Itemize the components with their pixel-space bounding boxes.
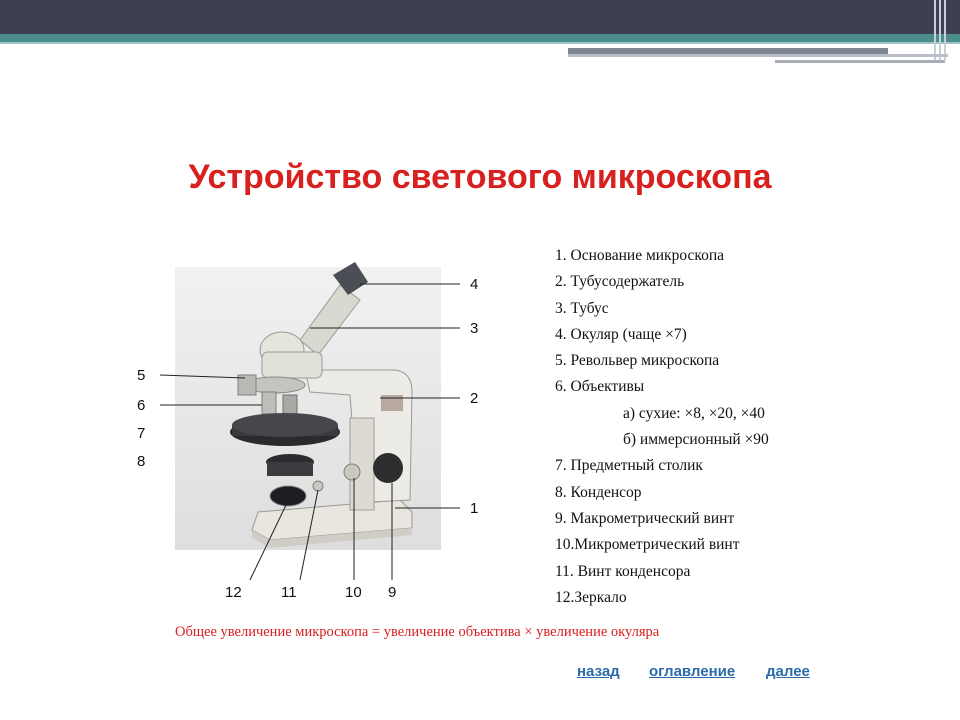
callout-4: 4 <box>470 276 479 293</box>
parts-list-item: 11. Винт конденсора <box>555 562 691 580</box>
callout-5: 5 <box>137 367 146 384</box>
callout-9: 9 <box>388 584 397 601</box>
parts-list-item: 5. Револьвер микроскопа <box>555 352 720 370</box>
callout-11: 11 <box>281 584 297 601</box>
callout-3: 3 <box>470 320 479 337</box>
parts-list-item: 10.Микрометрический винт <box>555 536 740 554</box>
parts-list-subitem: а) сухие: ×8, ×20, ×40 <box>623 404 765 422</box>
parts-list-item: 12.Зеркало <box>555 588 627 606</box>
parts-list-item: 1. Основание микроскопа <box>555 247 725 264</box>
parts-list-item: 8. Конденсор <box>555 483 642 501</box>
parts-list-item: 7. Предметный столик <box>555 457 703 475</box>
back-link[interactable]: назад <box>577 663 620 680</box>
parts-list-item: 2. Тубусодержатель <box>555 273 685 291</box>
parts-list-item: 3. Тубус <box>555 299 609 317</box>
callout-12: 12 <box>225 584 242 601</box>
parts-list <box>555 243 855 611</box>
next-link[interactable]: далее <box>766 663 810 680</box>
callout-8: 8 <box>137 453 146 470</box>
slide-title: Устройство светового микроскопа <box>188 158 772 196</box>
callout-7: 7 <box>137 425 146 442</box>
callout-1: 1 <box>470 500 479 517</box>
parts-list-subitem: б) иммерсионный ×90 <box>623 431 769 449</box>
contents-link[interactable]: оглавление <box>649 663 736 680</box>
callout-6: 6 <box>137 397 146 414</box>
callout-2: 2 <box>470 390 479 407</box>
magnification-note: Общее увеличение микроскопа = увеличение объектива × увеличение окуляра <box>175 624 660 640</box>
parts-list-item: 6. Объективы <box>555 378 645 396</box>
parts-list-item: 9. Макрометрический винт <box>555 509 735 527</box>
callout-10: 10 <box>345 584 362 601</box>
parts-list-item: 4. Окуляр (чаще ×7) <box>555 325 687 343</box>
